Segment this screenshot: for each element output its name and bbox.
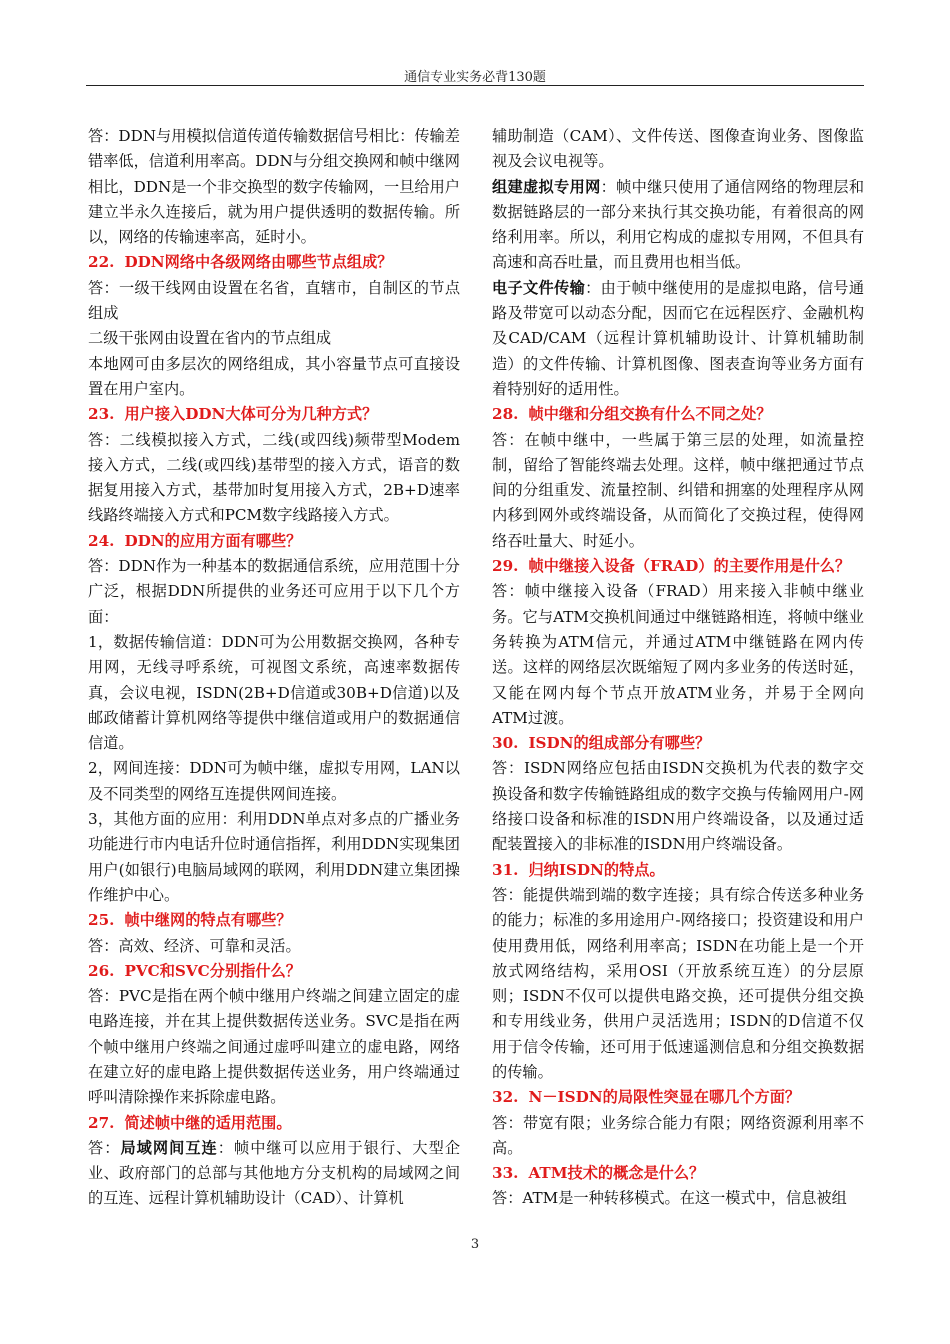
paragraph-text: 答：高效、经济、可靠和灵活。	[88, 936, 301, 955]
question-number: 27.	[88, 1113, 115, 1132]
page-header-title: 通信专业实务必背130题	[404, 70, 546, 85]
paragraph-text: 答：一级干线网由设置在名省，直辖市，自制区的节点组成	[88, 278, 460, 323]
paragraph-text: 3，其他方面的应用：利用DDN单点对多点的广播业务功能进行市内电话升位时通信指挥，利用DDN实现集团用户(如银行)电脑局域网的联网，利用DDN建立集团操作维护中心。	[88, 810, 460, 904]
paragraph-text: 辅助制造（CAM）、文件传送、图像查询业务、图像监视及会议电视等。	[492, 127, 864, 171]
question-text: 帧中继网的特点有哪些？	[124, 911, 292, 930]
paragraph	[88, 428, 460, 529]
paragraph	[88, 352, 460, 403]
question-text: ISDN的组成部分有哪些？	[528, 734, 711, 753]
paragraph	[492, 883, 864, 1085]
paragraph-text: ：由于帧中继使用的是虚拟电路，信号通路及带宽可以动态分配，因而它在远程医疗、金融机构及CAD/CAM（远程计算机辅助设计、计算机辅助制造）的文件传输、计算机图像、图表查询等业务方面有着特别好的适用性。	[492, 278, 865, 398]
paragraph	[88, 934, 460, 959]
paragraph-text: ：帧中继可以应用于银行、大型企业、政府部门的总部与其他地方分支机构的局域网之间的互连、远程计算机辅助设计（CAD）、计算机	[88, 1138, 460, 1208]
paragraph-text: 二级干张网由设置在省内的节点组成	[88, 329, 331, 348]
bold-term: 组建虚拟专用网	[492, 177, 601, 196]
paragraph	[492, 276, 864, 402]
paragraph-text: 答：PVC是指在两个帧中继用户终端之间建立固定的虚电路连接，并在其上提供数据传送业务。SVC是指在两个帧中继用户终端之间通过虚呼叫建立的虚电路，网络在建立好的虚电路上提供数据传送业务，用户终端通过呼叫清除操作来拆除虚电路。	[88, 987, 460, 1107]
paragraph-text: 1，数据传输信道：DDN可为公用数据交换网，各种专用网，无线寻呼系统，可视图文系统，高速率数据传真，会议电视，ISDN(2B+D信道或30B+D信道)以及邮政储蓄计算机网络等提供中继信道或用户的数据通信信道。	[88, 632, 460, 753]
paragraph-text: 答：DDN与用模拟信道传道传输数据信号相比：传输差错率低，信道利用率高。DDN与分组交换网和帧中继网相比，DDN是一个非交换型的数字传输网，一旦给用户建立半永久连接后，就为用户提供透明的数据传输。所以，网络的传输速率高，延时小。	[88, 127, 460, 247]
paragraph	[492, 1111, 864, 1162]
question-number: 24.	[88, 531, 115, 550]
paragraph	[88, 807, 460, 908]
question-heading	[492, 858, 864, 883]
paragraph-text: 答：在帧中继中，一些属于第三层的处理，如流量控制，留给了智能终端去处理。这样，帧中继把通过节点间的分组重发、流量控制、纠错和拥塞的处理程序从网内移到网外或终端设备，从而简化了交换过程，使得网络吞吐量大、时延小。	[492, 430, 864, 550]
question-number: 29.	[492, 557, 519, 576]
question-text: DDN网络中各级网络由哪些节点组成？	[124, 253, 393, 272]
question-number: 33.	[492, 1164, 519, 1183]
question-text: DDN的应用方面有哪些？	[124, 531, 302, 550]
header-divider	[86, 85, 864, 86]
question-heading	[88, 959, 460, 984]
paragraph	[492, 124, 864, 175]
paragraph	[88, 554, 460, 630]
right-column	[492, 124, 864, 1212]
question-number: 26.	[88, 961, 115, 980]
paragraph-text: 2，网间连接：DDN可为帧中继，虚拟专用网，LAN以及不同类型的网络互连提供网间连接。	[88, 759, 460, 803]
question-text: 帧中继和分组交换有什么不同之处？	[528, 405, 772, 424]
page-number: 3	[470, 1237, 480, 1252]
question-text: 归纳ISDN的特点。	[528, 860, 665, 879]
question-heading	[88, 529, 460, 554]
bold-term: 局域网间互连	[120, 1138, 218, 1157]
paragraph	[88, 630, 460, 756]
question-heading	[88, 402, 460, 427]
paragraph	[492, 175, 864, 276]
question-text: N－ISDN的局限性突显在哪几个方面？	[528, 1088, 801, 1107]
question-heading	[492, 554, 864, 579]
question-heading	[492, 1161, 864, 1186]
answer-prefix: 答：	[88, 1138, 121, 1157]
paragraph	[88, 756, 460, 807]
question-heading	[492, 402, 864, 427]
question-number: 30.	[492, 734, 519, 753]
question-text: 简述帧中继的适用范围。	[124, 1113, 292, 1132]
paragraph	[88, 124, 460, 250]
paragraph	[88, 326, 460, 351]
paragraph	[88, 276, 460, 327]
question-text: PVC和SVC分别指什么？	[124, 961, 301, 980]
question-number: 22.	[88, 253, 115, 272]
question-number: 23.	[88, 405, 115, 424]
question-heading	[492, 731, 864, 756]
paragraph-text: ：帧中继只使用了通信网络的物理层和数据链路层的一部分来执行其交换功能，有着很高的网络利用率。所以，利用它构成的虚拟专用网，不但具有高速和高吞吐量，而且费用也相当低。	[492, 177, 865, 272]
paragraph	[492, 579, 864, 731]
paragraph-text: 答：帧中继接入设备（FRAD）用来接入非帧中继业务。它与ATM交换机间通过中继链路相连，将帧中继业务转换为ATM信元，并通过ATM中继链路在网内传送。这样的网络层次既缩短了网内多业务的传送时延，又能在网内每个节点开放ATM业务，并易于全网向ATM过渡。	[492, 582, 864, 727]
question-heading	[492, 1085, 864, 1110]
paragraph-text: 答：二线模拟接入方式，二线(或四线)频带型Modem接入方式，二线(或四线)基带型的接入方式，语音的数据复用接入方式，基带加时复用接入方式，2B+D速率线路终端接入方式和PCM数字线路接入方式。	[88, 430, 460, 525]
paragraph-text: 答：带宽有限；业务综合能力有限；网络资源利用率不高。	[492, 1113, 864, 1157]
question-number: 25.	[88, 911, 115, 930]
question-text: ATM技术的概念是什么？	[528, 1164, 705, 1183]
paragraph	[492, 428, 864, 554]
question-number: 31.	[492, 860, 519, 879]
paragraph-text: 答：能提供端到端的数字连接；具有综合传送多种业务的能力；标准的多用途用户-网络接口；投资建设和用户使用费用低，网络利用率高；ISDN在功能上是一个开放式网络结构，采用OSI（开放系统互连）的分层原则；ISDN不仅可以提供电路交换，还可提供分组交换和专用线业务，供用户灵活选用；ISDN的D信道不仅用于信令传输，还可用于低速遥测信息和分组交换数据的传输。	[492, 885, 864, 1081]
paragraph	[88, 984, 460, 1110]
paragraph	[88, 1136, 460, 1212]
question-heading	[88, 1111, 460, 1136]
question-number: 28.	[492, 405, 519, 424]
question-heading	[88, 250, 460, 275]
paragraph	[492, 1186, 864, 1211]
paragraph-text: 本地网可由多层次的网络组成，其小容量节点可直接设置在用户室内。	[88, 354, 460, 398]
bold-term: 电子文件传输	[492, 278, 586, 297]
left-column	[88, 124, 460, 1212]
paragraph-text: 答：ISDN网络应包括由ISDN交换机为代表的数字交换设备和数字传输链路组成的数字交换与传输网用户-网络接口设备和标准的ISDN用户终端设备，以及通过适配装置接入的非标准的ISDN用户终端设备。	[492, 759, 864, 854]
question-text: 用户接入DDN大体可分为几种方式？	[124, 405, 378, 424]
question-heading	[88, 908, 460, 933]
paragraph-text: 答：ATM是一种转移模式。在这一模式中，信息被组	[492, 1189, 847, 1208]
question-number: 32.	[492, 1088, 519, 1107]
paragraph-text: 答：DDN作为一种基本的数据通信系统，应用范围十分广泛，根据DDN所提供的业务还可应用于以下几个方面：	[88, 557, 460, 626]
paragraph	[492, 756, 864, 857]
question-text: 帧中继接入设备（FRAD）的主要作用是什么？	[528, 557, 851, 576]
